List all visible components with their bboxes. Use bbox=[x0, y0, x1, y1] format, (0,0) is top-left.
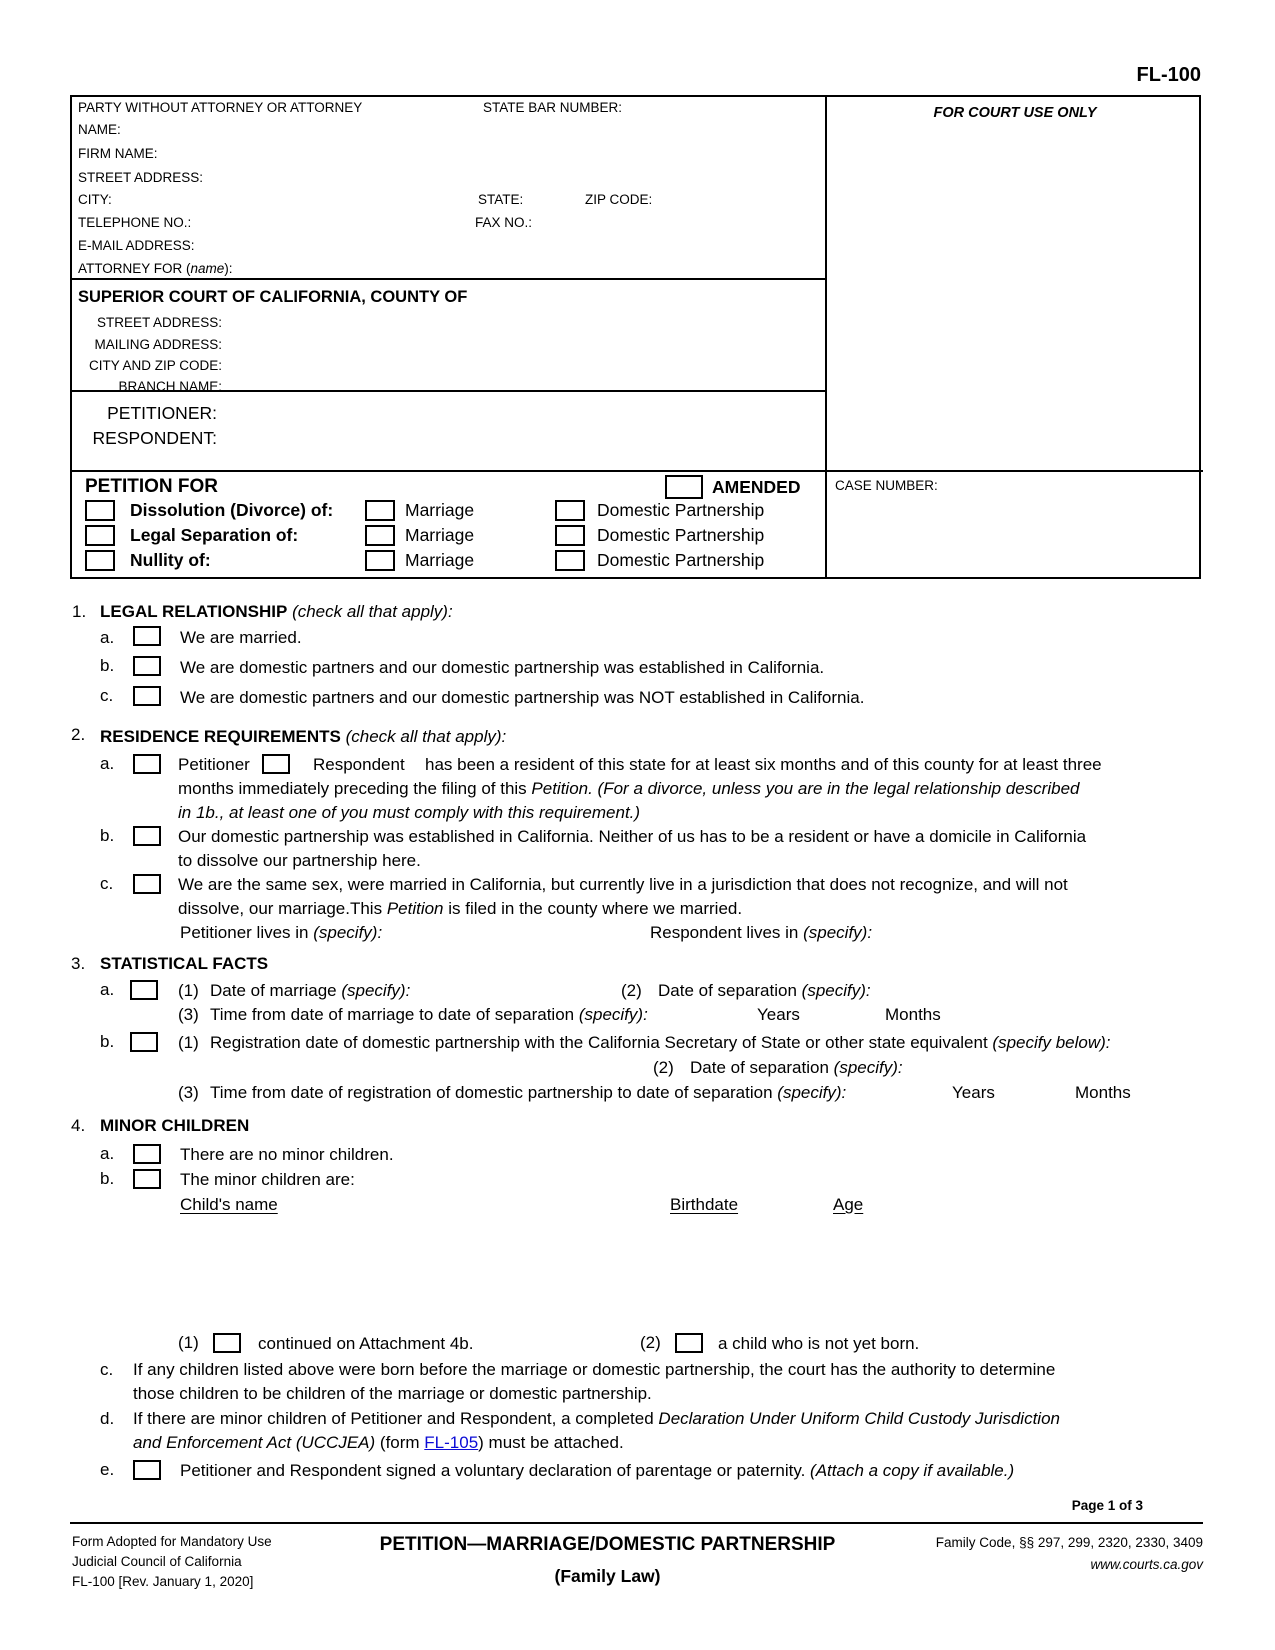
item-4a-text: There are no minor children. bbox=[180, 1145, 394, 1164]
footer-adoption-note: Form Adopted for Mandatory Use bbox=[72, 1534, 272, 1549]
item-3b2-number: (2) bbox=[653, 1058, 674, 1077]
fl-105-link[interactable]: FL-105 bbox=[424, 1433, 479, 1452]
nullity-marriage-label: Marriage bbox=[405, 550, 475, 570]
attorney-block-title: PARTY WITHOUT ATTORNEY OR ATTORNEY bbox=[78, 100, 363, 115]
dissolution-dp-label: Domestic Partnership bbox=[597, 500, 765, 520]
amended-label: AMENDED bbox=[712, 477, 801, 497]
section-2-heading: RESIDENCE REQUIREMENTS (check all that apply): bbox=[100, 727, 507, 746]
item-4e-checkbox[interactable] bbox=[133, 1460, 161, 1480]
item-2a-petitioner-label: Petitioner bbox=[178, 755, 250, 774]
form-number: FL-100 bbox=[1136, 64, 1201, 86]
item-1c-checkbox[interactable] bbox=[133, 686, 161, 706]
footer-right bbox=[70, 1532, 1203, 1576]
item-4b-letter: b. bbox=[100, 1169, 115, 1188]
item-2b-letter: b. bbox=[100, 826, 115, 845]
item-3a3-years-label: Years bbox=[757, 1005, 800, 1024]
zip-code-label: ZIP CODE: bbox=[585, 192, 653, 207]
court-city-zip-label: CITY AND ZIP CODE: bbox=[88, 358, 222, 373]
nullity-dp-label: Domestic Partnership bbox=[597, 550, 765, 570]
section-4-number: 4. bbox=[71, 1116, 86, 1135]
item-2a-respondent-checkbox[interactable] bbox=[262, 754, 290, 774]
item-2c-line2: dissolve, our marriage.This Petition is filed in the county where we married. bbox=[178, 899, 743, 918]
form-body bbox=[70, 0, 1203, 1650]
children-list-area[interactable] bbox=[180, 1220, 1170, 1320]
item-3a2-number: (2) bbox=[621, 981, 642, 1000]
respondent-label: RESPONDENT: bbox=[92, 428, 217, 448]
item-2a-respondent-label: Respondent bbox=[313, 755, 405, 774]
footer-family-code: Family Code, §§ 297, 299, 2320, 2330, 3409 bbox=[935, 1535, 1203, 1550]
item-1c-text: We are domestic partners and our domestic partnership was NOT established in California. bbox=[180, 688, 865, 707]
item-2a-line2: months immediately preceding the filing of this Petition. (For a divorce, unless you are in the legal relationship described bbox=[178, 779, 1080, 798]
petition-for-title: PETITION FOR bbox=[85, 476, 218, 497]
item-4c-line2: those children to be children of the marriage or domestic partnership. bbox=[133, 1384, 652, 1403]
form-title: PETITION—MARRIAGE/DOMESTIC PARTNERSHIP bbox=[379, 1534, 836, 1555]
court-title: SUPERIOR COURT OF CALIFORNIA, COUNTY OF bbox=[78, 288, 468, 306]
section-1-heading: LEGAL RELATIONSHIP (check all that apply): bbox=[100, 602, 453, 621]
children-table-header-age: Age bbox=[833, 1195, 864, 1214]
item-4b1-text: continued on Attachment 4b. bbox=[258, 1334, 474, 1353]
item-1a-text: We are married. bbox=[180, 628, 302, 647]
section-3-heading: STATISTICAL FACTS bbox=[100, 954, 269, 973]
item-3a2-text: Date of separation (specify): bbox=[658, 981, 871, 1000]
firm-name-label: FIRM NAME: bbox=[78, 146, 158, 161]
separation-marriage-label: Marriage bbox=[405, 525, 475, 545]
item-4b1-checkbox[interactable] bbox=[213, 1333, 241, 1353]
item-3b-letter: b. bbox=[100, 1032, 115, 1051]
nullity-label: Nullity of: bbox=[130, 550, 211, 570]
item-2b-checkbox[interactable] bbox=[133, 826, 161, 846]
item-2a-line1: has been a resident of this state for at least six months and of this county for at least three bbox=[425, 755, 1102, 774]
item-1b-letter: b. bbox=[100, 656, 115, 675]
item-3b-checkbox[interactable] bbox=[130, 1032, 158, 1052]
item-2a-line3: in 1b., at least one of you must comply with this requirement.) bbox=[178, 803, 641, 822]
item-4c-letter: c. bbox=[100, 1360, 114, 1379]
item-3b1-text: Registration date of domestic partnership with the California Secretary of State or other state equivalent (specify below): bbox=[210, 1033, 1111, 1052]
item-3b3-number: (3) bbox=[178, 1083, 199, 1102]
separation-label: Legal Separation of: bbox=[130, 525, 299, 545]
item-4b-checkbox[interactable] bbox=[133, 1169, 161, 1189]
attorney-for-label: ATTORNEY FOR (name): bbox=[78, 261, 233, 276]
item-1a-checkbox[interactable] bbox=[133, 626, 161, 646]
item-4a-checkbox[interactable] bbox=[133, 1144, 161, 1164]
street-address-label: STREET ADDRESS: bbox=[78, 170, 204, 185]
item-4c-line1: If any children listed above were born before the marriage or domestic partnership, the court has the authority to determine bbox=[133, 1360, 1056, 1379]
item-4b2-checkbox[interactable] bbox=[675, 1333, 703, 1353]
footer-divider bbox=[70, 1522, 1203, 1524]
form-subtitle: (Family Law) bbox=[554, 1566, 661, 1586]
children-table-header-birthdate: Birthdate bbox=[670, 1195, 739, 1214]
court-branch-label: BRANCH NAME: bbox=[118, 379, 222, 394]
item-4d-line2: and Enforcement Act (UCCJEA) (form FL-105) must be attached. bbox=[133, 1433, 624, 1452]
page-indicator: Page 1 of 3 bbox=[1071, 1498, 1143, 1513]
section-2-number: 2. bbox=[71, 725, 86, 744]
state-bar-number-label: STATE BAR NUMBER: bbox=[483, 100, 623, 115]
item-3a3-months-label: Months bbox=[885, 1005, 941, 1024]
court-use-only-label: FOR COURT USE ONLY bbox=[933, 105, 1097, 121]
court-street-label: STREET ADDRESS: bbox=[96, 315, 222, 330]
item-2a-petitioner-checkbox[interactable] bbox=[133, 754, 161, 774]
item-4d-line1: If there are minor children of Petitioner and Respondent, a completed Declaration Under Uniform Child Custody Jurisdiction bbox=[133, 1409, 1060, 1428]
item-1b-checkbox[interactable] bbox=[133, 656, 161, 676]
item-3b2-text: Date of separation (specify): bbox=[690, 1058, 903, 1077]
item-4a-letter: a. bbox=[100, 1144, 115, 1163]
court-mailing-label: MAILING ADDRESS: bbox=[94, 337, 222, 352]
footer-council-note: Judicial Council of California bbox=[72, 1554, 242, 1569]
item-3a-letter: a. bbox=[100, 980, 115, 999]
dissolution-marriage-label: Marriage bbox=[405, 500, 475, 520]
section-3-number: 3. bbox=[71, 954, 86, 973]
item-4e-letter: e. bbox=[100, 1460, 115, 1479]
section-1-number: 1. bbox=[72, 602, 87, 621]
item-3a-checkbox[interactable] bbox=[130, 980, 158, 1000]
dissolution-label: Dissolution (Divorce) of: bbox=[130, 500, 334, 520]
footer-courts-url: www.courts.ca.gov bbox=[1090, 1557, 1203, 1572]
respondent-lives-in-label: Respondent lives in (specify): bbox=[650, 923, 873, 942]
item-3a1-text: Date of marriage (specify): bbox=[210, 981, 411, 1000]
item-3a3-number: (3) bbox=[178, 1005, 199, 1024]
children-table-header-name: Child's name bbox=[180, 1195, 278, 1214]
footer-revision-note: FL-100 [Rev. January 1, 2020] bbox=[72, 1574, 254, 1589]
item-4d-letter: d. bbox=[100, 1409, 115, 1428]
separation-dp-label: Domestic Partnership bbox=[597, 525, 765, 545]
state-label: STATE: bbox=[478, 192, 524, 207]
telephone-label: TELEPHONE NO.: bbox=[78, 215, 192, 230]
item-4b1-number: (1) bbox=[178, 1333, 199, 1352]
item-4e-text: Petitioner and Respondent signed a voluntary declaration of parentage or paternity. (Attach a copy if available.) bbox=[180, 1461, 1015, 1480]
email-label: E-MAIL ADDRESS: bbox=[78, 238, 195, 253]
item-2a-letter: a. bbox=[100, 754, 115, 773]
city-label: CITY: bbox=[78, 192, 112, 207]
petitioner-lives-in-label: Petitioner lives in (specify): bbox=[180, 923, 383, 942]
item-3b3-years-label: Years bbox=[952, 1083, 995, 1102]
item-3b3-text: Time from date of registration of domestic partnership to date of separation (specify): bbox=[210, 1083, 847, 1102]
item-2b-line2: to dissolve our partnership here. bbox=[178, 851, 421, 870]
item-2b-line1: Our domestic partnership was established in California. Neither of us has to be a resident or have a domicile in California bbox=[178, 827, 1087, 846]
item-1c-letter: c. bbox=[100, 686, 114, 705]
item-2c-letter: c. bbox=[100, 874, 114, 893]
item-2c-checkbox[interactable] bbox=[133, 874, 161, 894]
item-1b-text: We are domestic partners and our domestic partnership was established in California. bbox=[180, 658, 825, 677]
name-label: NAME: bbox=[78, 122, 121, 137]
item-3b3-months-label: Months bbox=[1075, 1083, 1131, 1102]
item-1a-letter: a. bbox=[100, 628, 115, 647]
item-3a3-text: Time from date of marriage to date of separation (specify): bbox=[210, 1005, 648, 1024]
case-number-label: CASE NUMBER: bbox=[835, 478, 938, 493]
item-4b2-text: a child who is not yet born. bbox=[718, 1334, 920, 1353]
item-4b-text: The minor children are: bbox=[180, 1170, 355, 1189]
fax-label: FAX NO.: bbox=[475, 215, 533, 230]
item-3a1-number: (1) bbox=[178, 981, 199, 1000]
section-4-heading: MINOR CHILDREN bbox=[100, 1116, 250, 1135]
item-4b2-number: (2) bbox=[640, 1333, 661, 1352]
item-3b1-number: (1) bbox=[178, 1033, 199, 1052]
petitioner-label: PETITIONER: bbox=[107, 403, 217, 423]
item-2c-line1: We are the same sex, were married in California, but currently live in a jurisdiction that does not recognize, and will not bbox=[178, 875, 1068, 894]
